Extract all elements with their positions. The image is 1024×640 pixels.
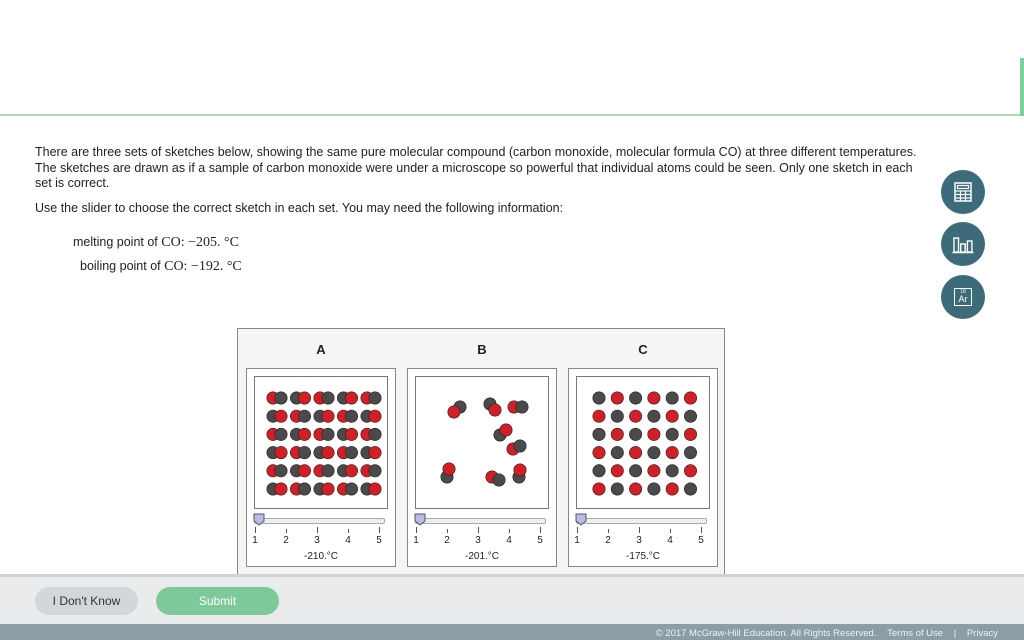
- slider-ticks-a: [252, 527, 383, 549]
- boiling-point-line: [80, 259, 242, 275]
- footer-copyright: © 2017 McGraw-Hill Education. All Rights Reserved.: [655, 628, 877, 639]
- carbon-atom: [666, 392, 678, 404]
- carbon-atom: [648, 446, 660, 458]
- carbon-atom: [322, 428, 334, 440]
- carbon-atom: [593, 392, 605, 404]
- set-label-c: C: [638, 342, 648, 357]
- tick-3: 3: [309, 527, 325, 546]
- question-text: [35, 145, 930, 216]
- oxygen-atom: [684, 392, 696, 404]
- tick-3: 3: [631, 527, 647, 546]
- carbon-atom: [648, 410, 660, 422]
- dont-know-button[interactable]: I Don't Know: [35, 587, 138, 615]
- tick-5: 5: [371, 527, 387, 546]
- tick-2: 2: [439, 527, 455, 546]
- oxygen-atom: [448, 406, 460, 418]
- oxygen-atom: [345, 428, 357, 440]
- footer-terms-link[interactable]: Terms of Use: [887, 628, 944, 639]
- oxygen-atom: [611, 428, 623, 440]
- action-bar: [0, 574, 1024, 627]
- data-button[interactable]: [941, 222, 985, 266]
- question-instruction: Use the slider to choose the correct sketch in each set. You may need the following information:: [35, 200, 564, 215]
- oxygen-atom: [684, 465, 696, 477]
- carbon-atom: [369, 392, 381, 404]
- slider-handle-a[interactable]: [253, 513, 265, 526]
- tick-3: 3: [470, 527, 486, 546]
- slider-track-c[interactable]: [576, 518, 707, 524]
- oxygen-atom: [345, 392, 357, 404]
- tick-2: 2: [278, 527, 294, 546]
- melting-label: melting point of: [73, 235, 158, 249]
- carbon-atom: [493, 474, 505, 486]
- question-paragraph: There are three sets of sketches below, showing the same pure molecular compound (carbon monoxide, molecular formula CO) at three different temperatures. The sketches are drawn as if a sample of carbon monoxide were under a microscope so powerful that individual atoms could be seen. Only one sketch in each set is correct.: [35, 145, 917, 190]
- periodic-table-button[interactable]: [941, 275, 985, 319]
- carbon-atom: [345, 446, 357, 458]
- carbon-atom: [666, 428, 678, 440]
- tick-1: 1: [569, 527, 585, 546]
- oxygen-atom: [629, 446, 641, 458]
- oxygen-atom: [666, 483, 678, 495]
- molecule-sketch-a: [255, 377, 387, 508]
- oxygen-atom: [443, 463, 455, 475]
- tick-4: 4: [340, 527, 356, 546]
- top-divider: [0, 114, 1021, 116]
- oxygen-atom: [593, 410, 605, 422]
- set-label-a: A: [316, 342, 326, 357]
- footer: [0, 624, 1024, 640]
- carbon-atom: [322, 465, 334, 477]
- tick-1: 1: [408, 527, 424, 546]
- oxygen-atom: [275, 410, 287, 422]
- oxygen-atom: [611, 392, 623, 404]
- calculator-icon: [953, 182, 973, 202]
- carbon-atom: [629, 392, 641, 404]
- carbon-atom: [611, 446, 623, 458]
- carbon-atom: [684, 410, 696, 422]
- carbon-atom: [611, 410, 623, 422]
- tick-4: 4: [662, 527, 678, 546]
- slider-handle-b[interactable]: [414, 513, 426, 526]
- oxygen-atom: [593, 446, 605, 458]
- footer-separator: |: [953, 628, 957, 639]
- oxygen-atom: [593, 483, 605, 495]
- tick-5: 5: [532, 527, 548, 546]
- oxygen-atom: [648, 428, 660, 440]
- oxygen-atom: [369, 446, 381, 458]
- carbon-atom: [593, 465, 605, 477]
- tick-1: 1: [247, 527, 263, 546]
- tick-2: 2: [600, 527, 616, 546]
- temperature-a: -210.°C: [303, 551, 338, 562]
- carbon-atom: [666, 465, 678, 477]
- tick-4: 4: [501, 527, 517, 546]
- oxygen-atom: [298, 465, 310, 477]
- sketch-panel-a: [246, 368, 396, 567]
- oxygen-atom: [345, 465, 357, 477]
- top-blank-area: [0, 0, 1024, 115]
- slider-track-a[interactable]: [254, 518, 385, 524]
- carbon-atom: [298, 483, 310, 495]
- oxygen-atom: [275, 446, 287, 458]
- boiling-formula: CO:: [164, 259, 188, 274]
- temperature-b: -201.°C: [464, 551, 499, 562]
- carbon-atom: [275, 392, 287, 404]
- oxygen-atom: [629, 483, 641, 495]
- melting-value: −205. °C: [188, 235, 239, 250]
- oxygen-atom: [322, 446, 334, 458]
- melting-formula: CO:: [161, 235, 185, 250]
- oxygen-atom: [684, 428, 696, 440]
- oxygen-atom: [298, 392, 310, 404]
- slider-ticks-c: [574, 527, 705, 549]
- calculator-button[interactable]: [941, 170, 985, 214]
- oxygen-atom: [611, 465, 623, 477]
- carbon-atom: [322, 392, 334, 404]
- oxygen-atom: [322, 483, 334, 495]
- oxygen-atom: [369, 483, 381, 495]
- periodic-table-icon: [954, 288, 972, 306]
- oxygen-atom: [514, 464, 526, 476]
- submit-button[interactable]: Submit: [156, 587, 279, 615]
- sketch-widget: [237, 328, 725, 578]
- carbon-atom: [629, 428, 641, 440]
- sketch-panel-b: [407, 368, 557, 567]
- slider-track-b[interactable]: [415, 518, 546, 524]
- oxygen-atom: [629, 410, 641, 422]
- carbon-atom: [298, 410, 310, 422]
- carbon-atom: [275, 465, 287, 477]
- carbon-atom: [629, 465, 641, 477]
- carbon-atom: [369, 465, 381, 477]
- slider-ticks-b: [413, 527, 544, 549]
- molecule-sketch-b: [416, 377, 548, 508]
- temperature-c: -175.°C: [625, 551, 660, 562]
- molecule-sketch-c: [577, 377, 709, 508]
- carbon-atom: [684, 446, 696, 458]
- oxygen-atom: [369, 410, 381, 422]
- tick-5: 5: [693, 527, 709, 546]
- oxygen-atom: [666, 446, 678, 458]
- periodic-atomic-number: 18: [960, 289, 966, 295]
- carbon-atom: [345, 410, 357, 422]
- carbon-atom: [648, 483, 660, 495]
- periodic-symbol: Ar: [958, 294, 968, 304]
- oxygen-atom: [489, 404, 501, 416]
- carbon-atom: [684, 483, 696, 495]
- oxygen-atom: [500, 424, 512, 436]
- sketch-box-a: [254, 376, 388, 509]
- progress-edge: [1020, 58, 1024, 116]
- oxygen-atom: [298, 428, 310, 440]
- carbon-atom: [516, 401, 528, 413]
- bar-chart-icon: [952, 234, 974, 254]
- carbon-atom: [611, 483, 623, 495]
- oxygen-atom: [666, 410, 678, 422]
- slider-handle-c[interactable]: [575, 513, 587, 526]
- carbon-atom: [298, 446, 310, 458]
- sketch-box-b: [415, 376, 549, 509]
- boiling-value: −192. °C: [190, 259, 242, 274]
- melting-point-line: [73, 235, 239, 251]
- carbon-atom: [593, 428, 605, 440]
- carbon-atom: [275, 428, 287, 440]
- carbon-atom: [345, 483, 357, 495]
- sketch-panel-c: [568, 368, 718, 567]
- boiling-label: boiling point of: [80, 259, 161, 273]
- carbon-atom: [369, 428, 381, 440]
- footer-privacy-link[interactable]: Privacy: [966, 628, 998, 639]
- oxygen-atom: [322, 410, 334, 422]
- oxygen-atom: [648, 392, 660, 404]
- sketch-box-c: [576, 376, 710, 509]
- carbon-atom: [514, 440, 526, 452]
- oxygen-atom: [648, 465, 660, 477]
- set-label-b: B: [477, 342, 487, 357]
- oxygen-atom: [275, 483, 287, 495]
